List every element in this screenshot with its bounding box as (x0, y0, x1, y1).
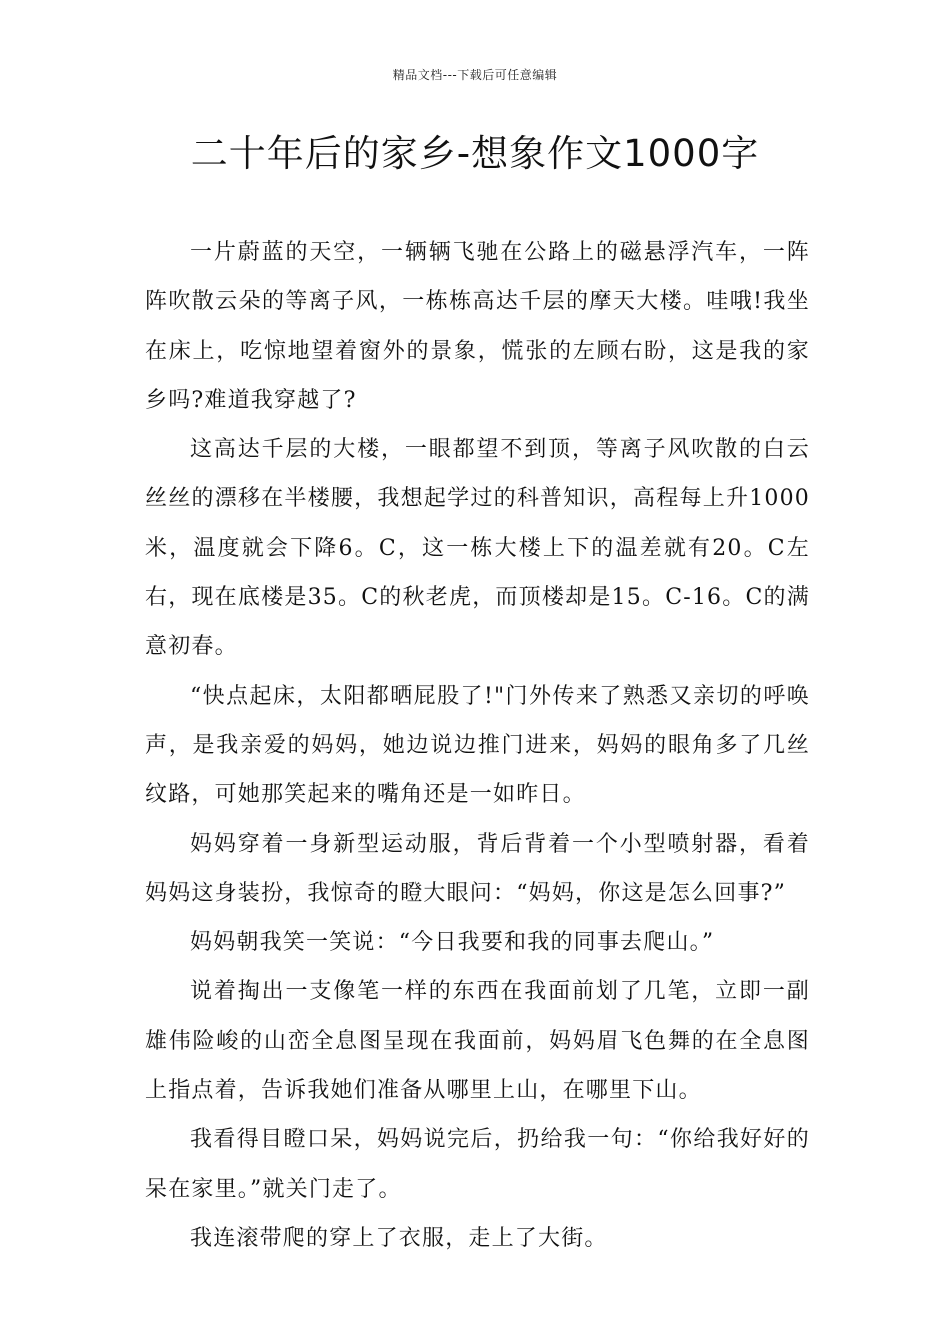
header-note: 精品文档---下载后可任意编辑 (392, 68, 558, 82)
paragraph-2: 这高达千层的大楼，一眼都望不到顶，等离子风吹散的白云丝丝的漂移在半楼腰，我想起学过的科普知识，高程每上升1000米，温度就会下降6。C，这一栋大楼上下的温差就有20。C左右，现在底楼是35。C的秋老虎，而顶楼却是15。C-16。C的满意初春。 (145, 437, 810, 660)
paragraph-4: 妈妈穿着一身新型运动服，背后背着一个小型喷射器，看着妈妈这身装扮，我惊奇的瞪大眼问：“妈妈，你这是怎么回事?” (145, 831, 810, 906)
document-body (145, 228, 810, 1263)
paragraph-8: 我连滚带爬的穿上了衣服，走上了大街。 (190, 1225, 608, 1251)
paragraph-7: 我看得目瞪口呆，妈妈说完后，扔给我一句：“你给我好好的呆在家里。”就关门走了。 (145, 1127, 810, 1202)
paragraph-1: 一片蔚蓝的天空，一辆辆飞驰在公路上的磁悬浮汽车，一阵阵吹散云朵的等离子风，一栋栋高达千层的摩天大楼。哇哦!我坐在床上，吃惊地望着窗外的景象，慌张的左顾右盼，这是我的家乡吗?难道我穿越了? (145, 240, 810, 413)
paragraph-6: 说着掏出一支像笔一样的东西在我面前划了几笔，立即一副雄伟险峻的山峦全息图呈现在我面前，妈妈眉飞色舞的在全息图上指点着，告诉我她们准备从哪里上山，在哪里下山。 (145, 979, 810, 1104)
document-title: 二十年后的家乡-想象作文1000字 (190, 132, 760, 175)
paragraph-5: 妈妈朝我笑一笑说：“今日我要和我的同事去爬山。” (190, 930, 715, 956)
paragraph-3: “快点起床，太阳都晒屁股了!"门外传来了熟悉又亲切的呼唤声，是我亲爱的妈妈，她边说边推门进来，妈妈的眼角多了几丝纹路，可她那笑起来的嘴角还是一如昨日。 (145, 683, 810, 808)
